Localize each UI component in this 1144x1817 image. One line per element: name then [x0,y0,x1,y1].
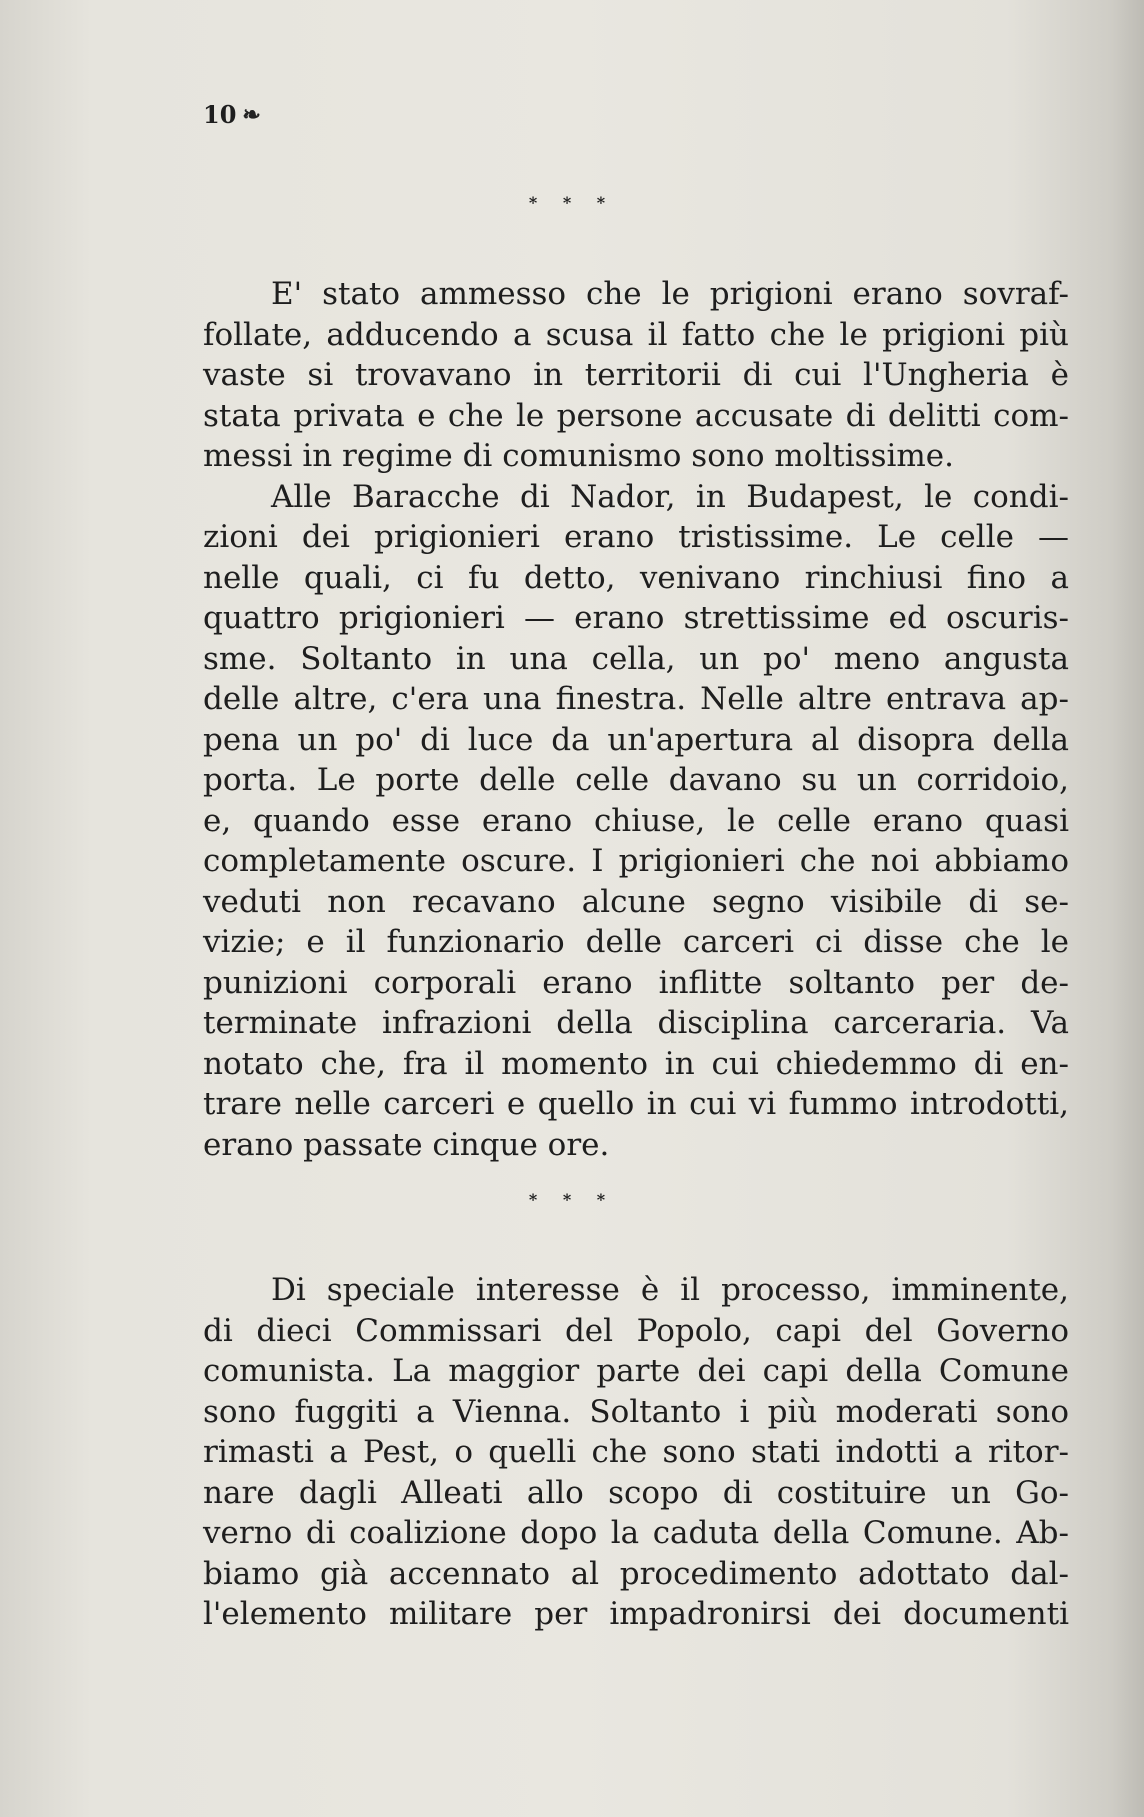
text-line: e, quando esse erano chiuse, le celle erano quasi [203,802,1069,839]
text-line: quattro prigionieri — erano strettissime ed oscuris- [203,600,1069,636]
text-line: terminate infrazioni della disciplina carceraria. Va [203,1005,1069,1041]
text-line: Di speciale interesse è il processo, imminente, [271,1272,1069,1308]
text-line: rimasti a Pest, o quelli che sono stati indotti a ritor- [203,1434,1069,1470]
text-line: delle altre, c'era una finestra. Nelle altre entrava ap- [203,681,1069,717]
text-line: completamente oscure. I prigionieri che noi abbiamo [203,843,1069,879]
text-line: E' stato ammesso che le prigioni erano sovraf- [271,276,1069,312]
text-line: vizie; e il funzionario delle carceri ci disse che le [203,924,1069,960]
text-line: comunista. La maggior parte dei capi della Comune [203,1353,1069,1389]
text-line: notato che, fra il momento in cui chiedemmo di en- [203,1045,1069,1082]
text-line: Alle Baracche di Nador, in Budapest, le condi- [271,478,1069,515]
text-line: biamo già accennato al procedimento adottato dal- [203,1555,1069,1592]
text-line: veduti non recavano alcune segno visibile di se- [203,883,1069,920]
text-line: sono fuggiti a Vienna. Soltanto i più moderati sono [203,1393,1069,1430]
text-line: nare dagli Alleati allo scopo di costituire un Go- [203,1474,1069,1511]
text-line: zioni dei prigionieri erano tristissime. Le celle — [203,519,1069,555]
text-line: l'elemento militare per impadronirsi dei documenti [203,1596,1069,1632]
text-line: trare nelle carceri e quello in cui vi fummo introdotti, [203,1086,1069,1122]
text-line: punizioni corporali erano inflitte soltanto per de- [203,964,1069,1001]
text-line: di dieci Commissari del Popolo, capi del Governo [203,1312,1069,1349]
text-line: porta. Le porte delle celle davano su un corridoio, [203,762,1069,798]
text-line: stata privata e che le persone accusate di delitti com- [203,397,1069,434]
text-line: pena un po' di luce da un'apertura al disopra della [203,721,1069,758]
paragraph-block-prisons [203,274,1069,1165]
text-line: verno di coalizione dopo la caduta della Comune. Ab- [203,1515,1069,1551]
text-line: erano passate cinque ore. [203,1126,610,1163]
page-number: 10 [203,100,237,129]
paragraph-block-trial [203,1270,1069,1635]
page-header [203,100,261,129]
fleuron-ornament-icon: ❧ [242,101,261,128]
text-line: sme. Soltanto in una cella, un po' meno angusta [203,640,1069,677]
text-line: nelle quali, ci fu detto, venivano rinchiusi fino a [203,559,1069,596]
section-separator: * * * [528,1190,616,1209]
section-separator: * * * [528,193,616,212]
text-line: follate, adducendo a scusa il fatto che le prigioni più [203,316,1069,353]
text-line: messi in regime di comunismo sono moltissime. [203,438,955,474]
text-line: vaste si trovavano in territorii di cui l'Ungheria è [203,357,1069,393]
